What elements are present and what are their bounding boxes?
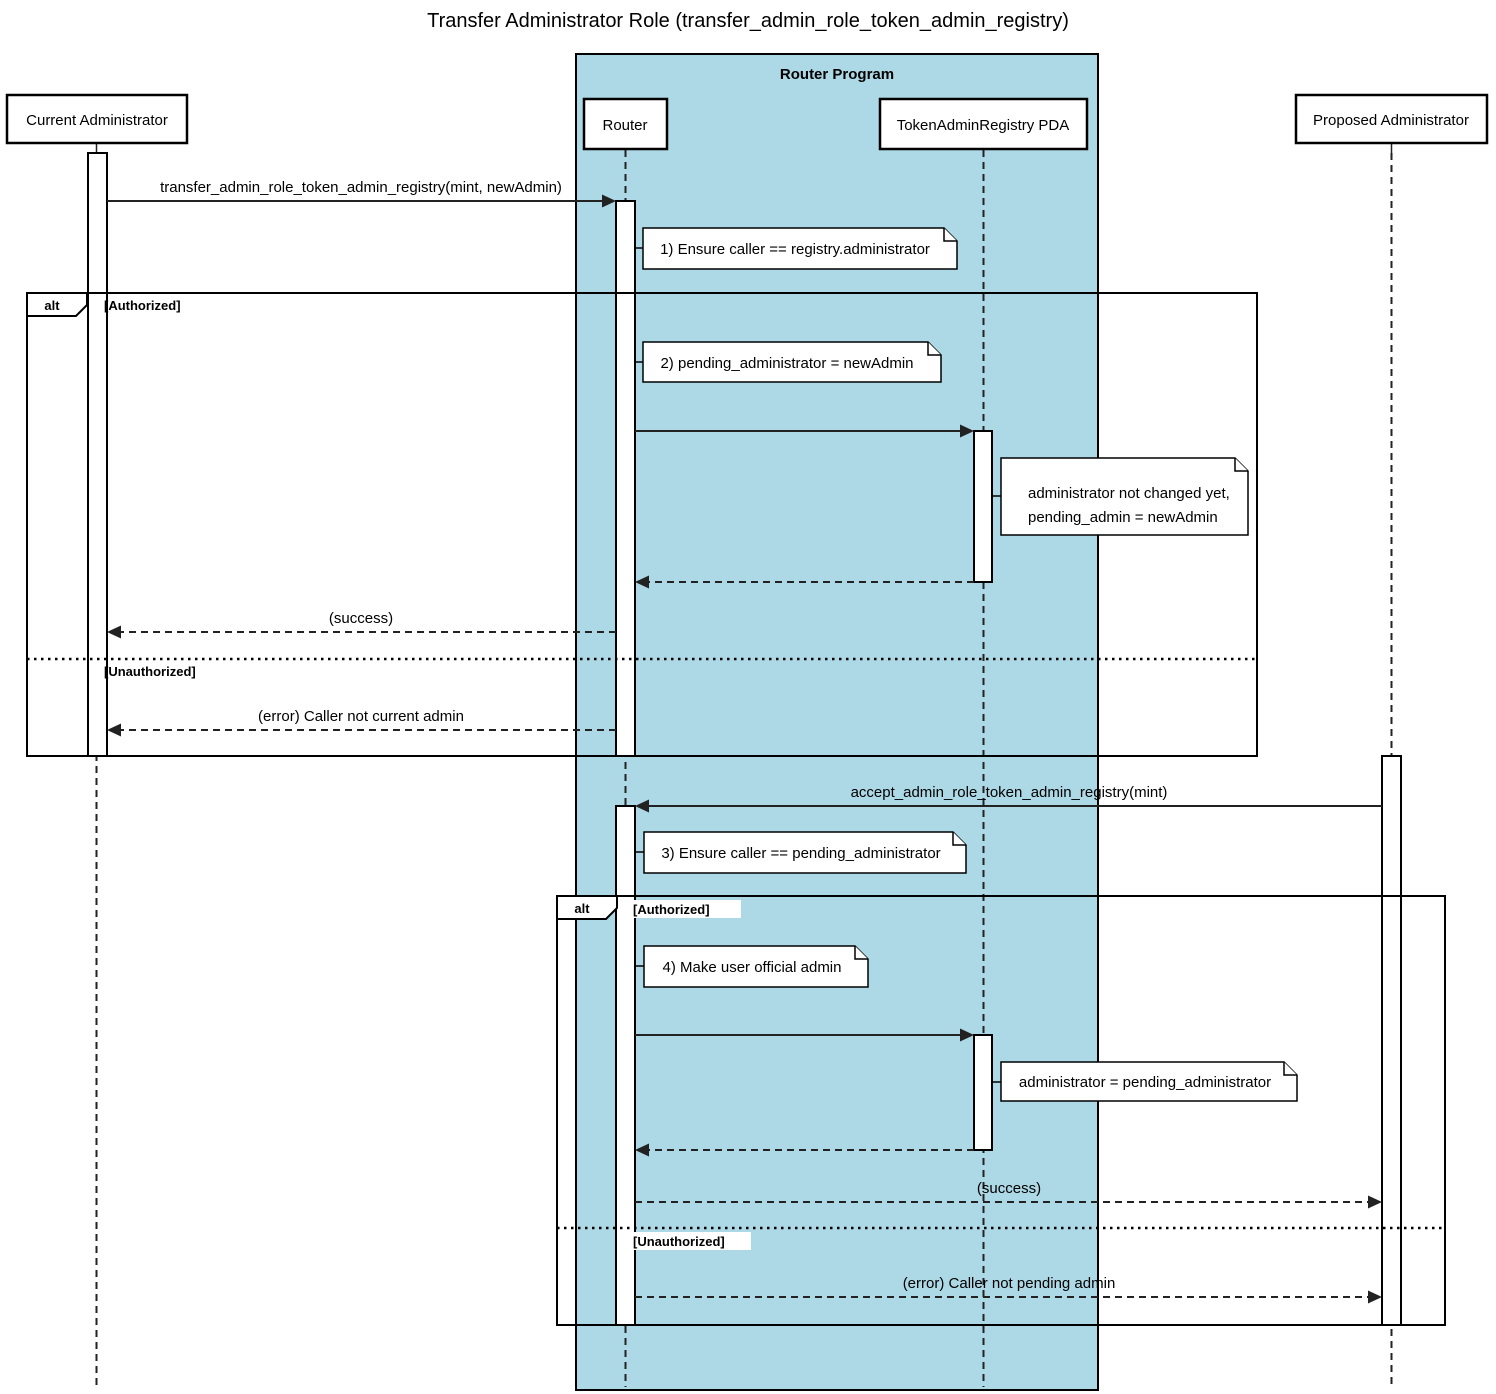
- message-success-1-label: (success): [328, 610, 394, 627]
- note-ensure-pending-admin-text: 3) Ensure caller == pending_administrator: [661, 845, 941, 862]
- participant-label-current-admin: Current Administrator: [26, 112, 168, 129]
- alt-frame-1-operator: alt: [44, 298, 60, 313]
- note-ensure-current-admin-text: 1) Ensure caller == registry.administrator: [660, 241, 930, 258]
- participant-label-registry-pda: TokenAdminRegistry PDA: [896, 117, 1070, 134]
- participant-label-router: Router: [602, 117, 648, 134]
- message-error-2-label: (error) Caller not pending admin: [902, 1275, 1116, 1292]
- registry-pda-activation-2: [974, 1035, 992, 1150]
- note-admin-assigned-text: administrator = pending_administrator: [1018, 1074, 1272, 1091]
- note-admin-assigned-fold-icon: [1284, 1062, 1297, 1075]
- router-program-group-label: Router Program: [779, 66, 895, 83]
- note-not-changed-line2: pending_admin = newAdmin: [1028, 509, 1218, 526]
- message-success-2-label: (success): [976, 1180, 1042, 1197]
- router-activation-1: [616, 201, 635, 756]
- proposed-admin-activation: [1382, 756, 1401, 1325]
- message-transfer-call-label: transfer_admin_role_token_admin_registry(mint, newAdmin): [160, 179, 562, 196]
- note-set-pending-text: 2) pending_administrator = newAdmin: [660, 355, 914, 372]
- note-not-changed-line1: administrator not changed yet,: [1028, 485, 1230, 502]
- message-error-2-arrowhead-icon: [1368, 1291, 1382, 1304]
- alt-frame-2-guard-authorized: [Authorized]: [633, 902, 710, 917]
- message-accept-call-label: accept_admin_role_token_admin_registry(mint): [850, 784, 1168, 801]
- note-make-official-text: 4) Make user official admin: [662, 959, 842, 976]
- alt-frame-2-guard-unauthorized: [Unauthorized]: [633, 1234, 725, 1249]
- alt-frame-1-guard-unauthorized: [Unauthorized]: [104, 664, 196, 679]
- alt-frame-2-operator: alt: [574, 901, 590, 916]
- message-success-2-arrowhead-icon: [1368, 1196, 1382, 1209]
- participant-label-proposed-admin: Proposed Administrator: [1313, 112, 1469, 129]
- alt-frame-1-guard-authorized: [Authorized]: [104, 298, 181, 313]
- message-success-1-arrowhead-icon: [107, 626, 121, 639]
- registry-pda-activation-1: [974, 431, 992, 582]
- diagram-title: Transfer Administrator Role (transfer_admin_role_token_admin_registry): [427, 10, 1069, 32]
- message-error-1-label: (error) Caller not current admin: [258, 708, 464, 725]
- message-error-1-arrowhead-icon: [107, 724, 121, 737]
